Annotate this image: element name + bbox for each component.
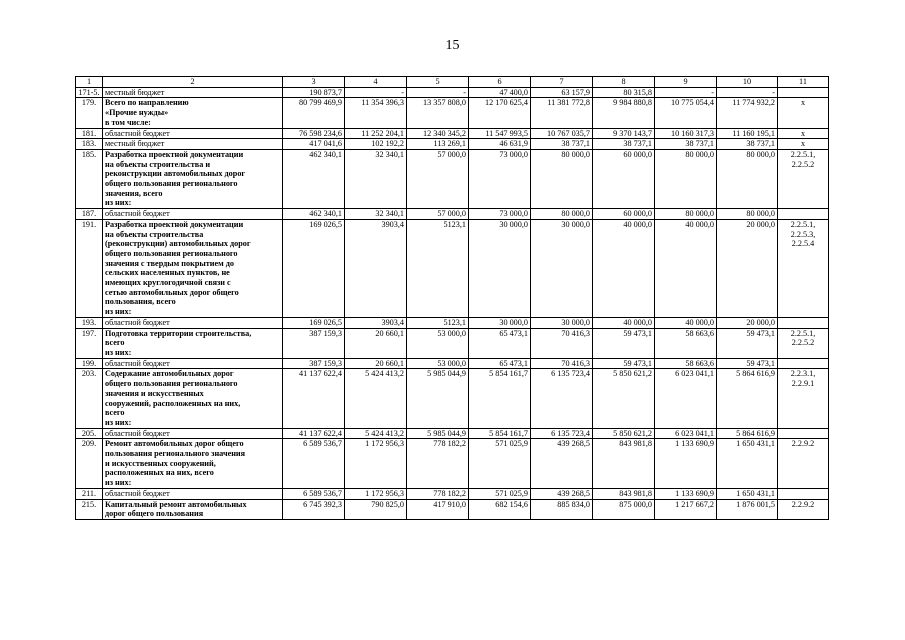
amount-cell: 10 767 035,7 (531, 128, 593, 139)
amount-cell: 30 000,0 (531, 317, 593, 328)
table-row (76, 139, 829, 150)
amount-cell: 439 268,5 (531, 488, 593, 499)
amount-cell: 57 000,0 (407, 209, 469, 220)
amount-cell: 5 850 621,2 (593, 369, 655, 428)
amount-cell: 38 737,1 (655, 139, 717, 150)
amount-cell: 80 315,8 (593, 87, 655, 98)
amount-cell: 32 340,1 (345, 149, 407, 208)
amount-cell: 6 589 536,7 (283, 439, 345, 489)
row-number: 191. (76, 219, 103, 317)
amount-cell: 41 137 622,4 (283, 428, 345, 439)
amount-cell: 843 981,8 (593, 488, 655, 499)
amount-cell: 80 000,0 (655, 149, 717, 208)
amount-cell: 387 159,3 (283, 358, 345, 369)
amount-cell: 1 172 956,3 (345, 439, 407, 489)
row-label: Ремонт автомобильных дорог общего пользования регионального значения и искусственных сооружений, расположенных на них, всего из них: (103, 439, 283, 489)
amount-cell: 6 135 723,4 (531, 369, 593, 428)
amount-cell: 571 025,9 (469, 439, 531, 489)
amount-cell: 682 154,6 (469, 499, 531, 519)
row-label: областной бюджет (103, 317, 283, 328)
row-label: местный бюджет (103, 139, 283, 150)
amount-cell: 11 160 195,1 (717, 128, 778, 139)
amount-cell: 169 026,5 (283, 317, 345, 328)
amount-cell: 1 876 001,5 (717, 499, 778, 519)
table-row (76, 209, 829, 220)
amount-cell: 12 340 345,2 (407, 128, 469, 139)
row-label: Разработка проектной документации на объекты строительства и реконструкции автомобильных дорог общего пользования регионального значения, всего из них: (103, 149, 283, 208)
reference-cell: 2.2.9.2 (778, 439, 829, 489)
row-label: областной бюджет (103, 128, 283, 139)
reference-cell: 2.2.9.2 (778, 499, 829, 519)
row-number: 205. (76, 428, 103, 439)
amount-cell: 5 850 621,2 (593, 428, 655, 439)
table-row (76, 358, 829, 369)
amount-cell: 387 159,3 (283, 328, 345, 358)
amount-cell: - (717, 87, 778, 98)
row-number: 181. (76, 128, 103, 139)
table-row (76, 439, 829, 489)
row-number: 185. (76, 149, 103, 208)
row-label: Подготовка территории строительства, всего из них: (103, 328, 283, 358)
amount-cell: 32 340,1 (345, 209, 407, 220)
amount-cell: 1 650 431,1 (717, 488, 778, 499)
reference-cell: 2.2.5.1, 2.2.5.3, 2.2.5.4 (778, 219, 829, 317)
row-number: 211. (76, 488, 103, 499)
amount-cell: 59 473,1 (593, 328, 655, 358)
amount-cell: 38 737,1 (531, 139, 593, 150)
amount-cell: 778 182,2 (407, 488, 469, 499)
page-number: 15 (445, 38, 460, 53)
amount-cell: 53 000,0 (407, 328, 469, 358)
amount-cell: 73 000,0 (469, 149, 531, 208)
amount-cell: 20 000,0 (717, 317, 778, 328)
amount-cell: 60 000,0 (593, 149, 655, 208)
amount-cell: 58 663,6 (655, 328, 717, 358)
amount-cell: 30 000,0 (531, 219, 593, 317)
amount-cell: 80 799 469,9 (283, 98, 345, 128)
amount-cell: 102 192,2 (345, 139, 407, 150)
row-number: 203. (76, 369, 103, 428)
amount-cell: 20 660,1 (345, 358, 407, 369)
column-number: 2 (103, 77, 283, 88)
amount-cell: 6 023 041,1 (655, 428, 717, 439)
amount-cell: 41 137 622,4 (283, 369, 345, 428)
amount-cell: 6 135 723,4 (531, 428, 593, 439)
amount-cell: 462 340,1 (283, 149, 345, 208)
row-label: областной бюджет (103, 428, 283, 439)
amount-cell: 40 000,0 (593, 317, 655, 328)
table-row (76, 317, 829, 328)
amount-cell: 6 023 041,1 (655, 369, 717, 428)
reference-cell (778, 209, 829, 220)
reference-cell: 2.2.3.1, 2.2.9.1 (778, 369, 829, 428)
amount-cell: 11 774 932,2 (717, 98, 778, 128)
row-number: 193. (76, 317, 103, 328)
amount-cell: 5123,1 (407, 317, 469, 328)
reference-cell (778, 428, 829, 439)
table-row (76, 98, 829, 128)
amount-cell: 5 854 161,7 (469, 428, 531, 439)
column-number: 3 (283, 77, 345, 88)
amount-cell: 59 473,1 (717, 328, 778, 358)
column-number: 6 (469, 77, 531, 88)
amount-cell: - (407, 87, 469, 98)
row-label: Содержание автомобильных дорог общего пользования регионального значения и искусственных сооружений, расположенных на них, всего из них: (103, 369, 283, 428)
amount-cell: 5 424 413,2 (345, 369, 407, 428)
amount-cell: 65 473,1 (469, 328, 531, 358)
table-row (76, 488, 829, 499)
amount-cell: 6 745 392,3 (283, 499, 345, 519)
column-number: 7 (531, 77, 593, 88)
amount-cell: 843 981,8 (593, 439, 655, 489)
reference-cell (778, 358, 829, 369)
amount-cell: 778 182,2 (407, 439, 469, 489)
column-number-row (76, 77, 829, 88)
amount-cell: 80 000,0 (531, 149, 593, 208)
column-number: 9 (655, 77, 717, 88)
amount-cell: 70 416,3 (531, 328, 593, 358)
amount-cell: 1 133 690,9 (655, 439, 717, 489)
reference-cell (778, 488, 829, 499)
amount-cell: 9 370 143,7 (593, 128, 655, 139)
row-number: 209. (76, 439, 103, 489)
row-number: 179. (76, 98, 103, 128)
table-row (76, 149, 829, 208)
reference-cell (778, 317, 829, 328)
amount-cell: 53 000,0 (407, 358, 469, 369)
reference-cell: х (778, 139, 829, 150)
row-number: 199. (76, 358, 103, 369)
amount-cell: 13 357 808,0 (407, 98, 469, 128)
table-row (76, 87, 829, 98)
column-number: 11 (778, 77, 829, 88)
reference-cell: 2.2.5.1, 2.2.5.2 (778, 149, 829, 208)
amount-cell: 11 547 993,5 (469, 128, 531, 139)
amount-cell: 12 170 625,4 (469, 98, 531, 128)
table-row (76, 369, 829, 428)
amount-cell: 73 000,0 (469, 209, 531, 220)
row-number: 215. (76, 499, 103, 519)
amount-cell: 5 424 413,2 (345, 428, 407, 439)
reference-cell: 2.2.5.1, 2.2.5.2 (778, 328, 829, 358)
row-number: 187. (76, 209, 103, 220)
amount-cell: 11 252 204,1 (345, 128, 407, 139)
amount-cell: 1 172 956,3 (345, 488, 407, 499)
amount-cell: 59 473,1 (593, 358, 655, 369)
amount-cell: 417 910,0 (407, 499, 469, 519)
reference-cell: х (778, 98, 829, 128)
amount-cell: 80 000,0 (717, 209, 778, 220)
budget-table (75, 76, 829, 520)
reference-cell (778, 87, 829, 98)
amount-cell: 1 650 431,1 (717, 439, 778, 489)
row-label: Капитальный ремонт автомобильных дорог общего пользования (103, 499, 283, 519)
row-label: областной бюджет (103, 488, 283, 499)
amount-cell: 439 268,5 (531, 439, 593, 489)
amount-cell: 58 663,6 (655, 358, 717, 369)
amount-cell: 462 340,1 (283, 209, 345, 220)
row-label: областной бюджет (103, 209, 283, 220)
amount-cell: 11 381 772,8 (531, 98, 593, 128)
amount-cell: 40 000,0 (593, 219, 655, 317)
amount-cell: 46 631,9 (469, 139, 531, 150)
amount-cell: 70 416,3 (531, 358, 593, 369)
amount-cell: 1 217 667,2 (655, 499, 717, 519)
amount-cell: 417 041,6 (283, 139, 345, 150)
amount-cell: 1 133 690,9 (655, 488, 717, 499)
row-label: областной бюджет (103, 358, 283, 369)
amount-cell: 5 985 044,9 (407, 428, 469, 439)
amount-cell: 65 473,1 (469, 358, 531, 369)
amount-cell: 57 000,0 (407, 149, 469, 208)
amount-cell: - (655, 87, 717, 98)
amount-cell: 38 737,1 (593, 139, 655, 150)
amount-cell: 11 354 396,3 (345, 98, 407, 128)
amount-cell: 10 160 317,3 (655, 128, 717, 139)
row-label: Разработка проектной документации на объекты строительства (реконструкции) автомобильных дорог общего пользования регионального значения с твердым покрытием до сельских населенных пунктов, не имеющих круглогодичной связи с сетью автомобильных дорог общего пользования, всего из них: (103, 219, 283, 317)
amount-cell: 59 473,1 (717, 358, 778, 369)
column-number: 8 (593, 77, 655, 88)
row-number: 183. (76, 139, 103, 150)
row-label: Всего по направлению «Прочие нужды» в том числе: (103, 98, 283, 128)
amount-cell: 20 660,1 (345, 328, 407, 358)
amount-cell: 60 000,0 (593, 209, 655, 220)
amount-cell: 5 864 616,9 (717, 369, 778, 428)
amount-cell: 30 000,0 (469, 317, 531, 328)
amount-cell: 9 984 880,8 (593, 98, 655, 128)
amount-cell: 571 025,9 (469, 488, 531, 499)
column-number: 4 (345, 77, 407, 88)
amount-cell: 76 598 234,6 (283, 128, 345, 139)
amount-cell: 80 000,0 (717, 149, 778, 208)
row-number: 197. (76, 328, 103, 358)
table-row (76, 499, 829, 519)
amount-cell: 30 000,0 (469, 219, 531, 317)
amount-cell: 80 000,0 (655, 209, 717, 220)
amount-cell: 40 000,0 (655, 219, 717, 317)
amount-cell: - (345, 87, 407, 98)
amount-cell: 5 985 044,9 (407, 369, 469, 428)
amount-cell: 40 000,0 (655, 317, 717, 328)
amount-cell: 3903,4 (345, 317, 407, 328)
amount-cell: 169 026,5 (283, 219, 345, 317)
row-number: 171-5. (76, 87, 103, 98)
amount-cell: 63 157,9 (531, 87, 593, 98)
amount-cell: 190 873,7 (283, 87, 345, 98)
amount-cell: 20 000,0 (717, 219, 778, 317)
amount-cell: 3903,4 (345, 219, 407, 317)
amount-cell: 5 864 616,9 (717, 428, 778, 439)
amount-cell: 38 737,1 (717, 139, 778, 150)
amount-cell: 47 400,0 (469, 87, 531, 98)
column-number: 5 (407, 77, 469, 88)
table-row (76, 219, 829, 317)
amount-cell: 875 000,0 (593, 499, 655, 519)
table-row (76, 328, 829, 358)
amount-cell: 10 775 054,4 (655, 98, 717, 128)
amount-cell: 5123,1 (407, 219, 469, 317)
amount-cell: 885 834,0 (531, 499, 593, 519)
column-number: 1 (76, 77, 103, 88)
table-row (76, 428, 829, 439)
reference-cell: х (778, 128, 829, 139)
column-number: 10 (717, 77, 778, 88)
row-label: местный бюджет (103, 87, 283, 98)
table-row (76, 128, 829, 139)
amount-cell: 6 589 536,7 (283, 488, 345, 499)
amount-cell: 790 825,0 (345, 499, 407, 519)
amount-cell: 5 854 161,7 (469, 369, 531, 428)
amount-cell: 113 269,1 (407, 139, 469, 150)
amount-cell: 80 000,0 (531, 209, 593, 220)
